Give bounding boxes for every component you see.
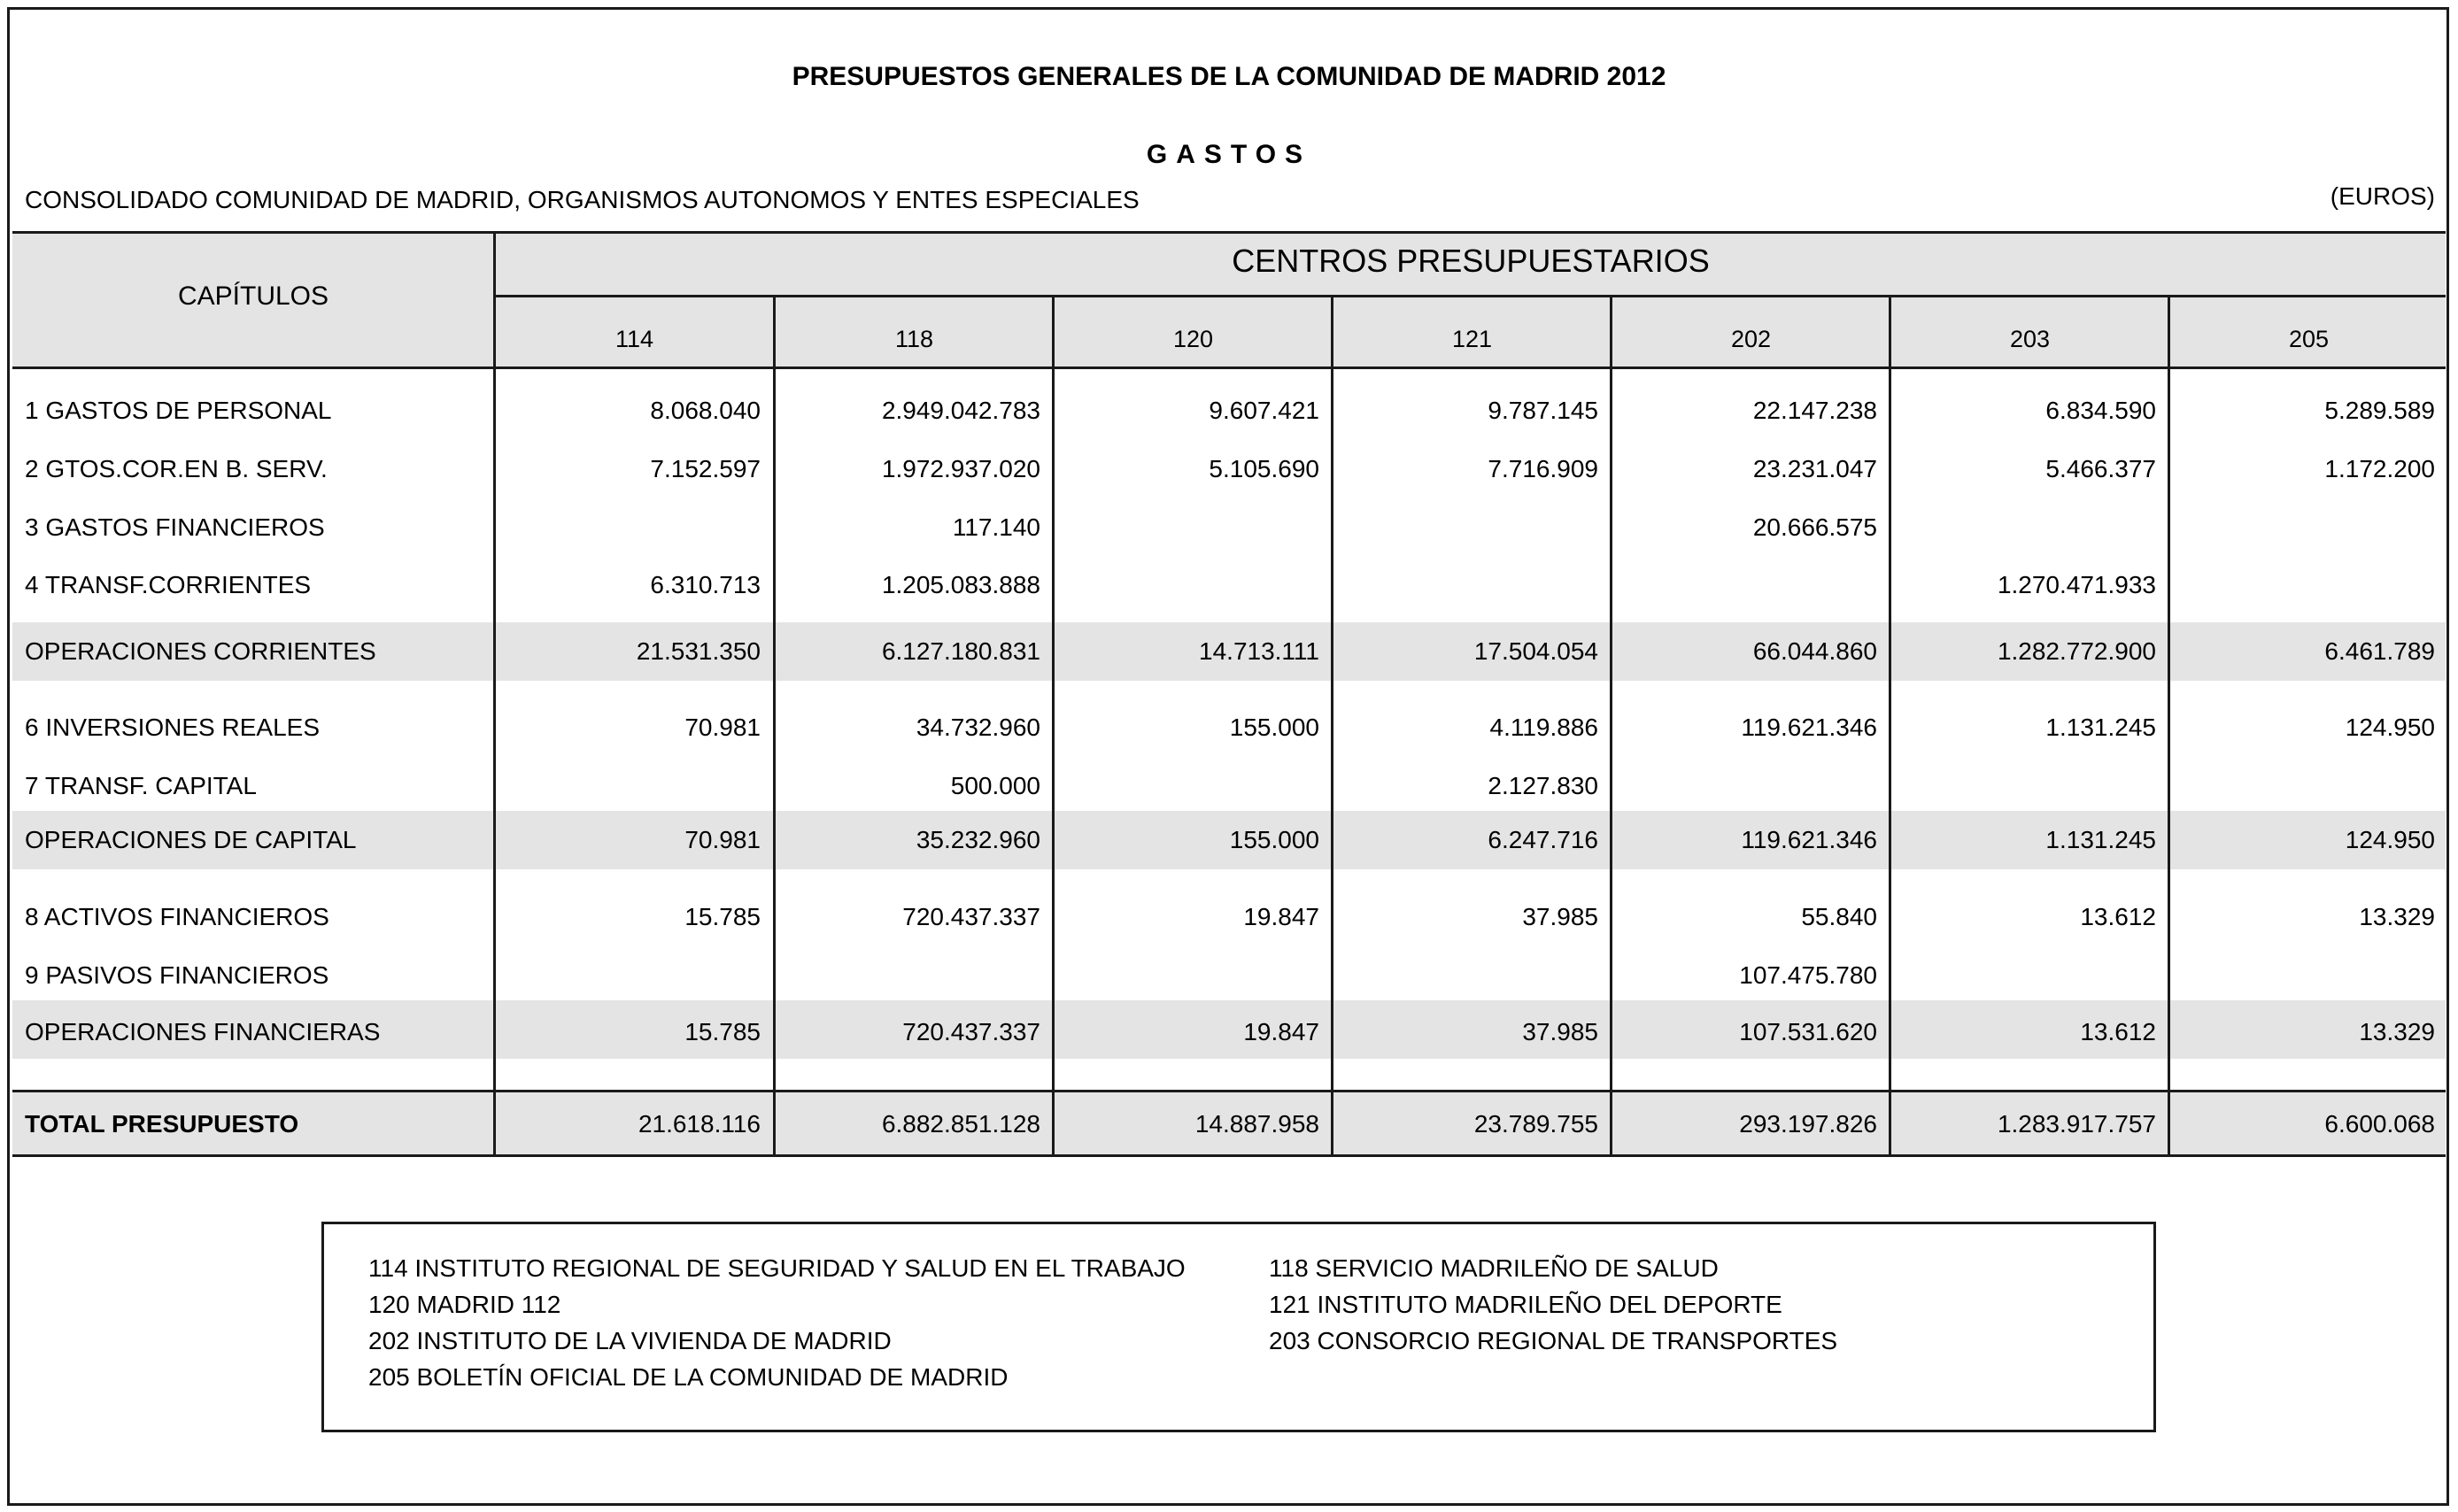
column-header-205: 205 — [2288, 326, 2330, 352]
table-cell: 5.289.589 — [2324, 397, 2435, 424]
header-column-divider — [1052, 297, 1055, 366]
table-cell: 107.531.620 — [1739, 1018, 1877, 1045]
row-label: 9 PASIVOS FINANCIEROS — [25, 961, 329, 989]
table-cell: 293.197.826 — [1739, 1110, 1877, 1138]
table-cell: 155.000 — [1229, 714, 1319, 741]
total-bottom-border — [12, 1154, 2446, 1157]
row-label: 2 GTOS.COR.EN B. SERV. — [25, 455, 328, 482]
table-cell: 5.466.377 — [2045, 455, 2156, 482]
table-cell: 124.950 — [2345, 826, 2435, 853]
table-cell: 124.950 — [2345, 714, 2435, 741]
table-cell: 1.972.937.020 — [881, 455, 1040, 482]
header-column-divider — [493, 234, 496, 366]
table-cell: 13.612 — [2080, 903, 2156, 930]
table-cell: 9.607.421 — [1209, 397, 1319, 424]
row-label: OPERACIONES CORRIENTES — [25, 637, 376, 665]
table-cell: 119.621.346 — [1741, 826, 1877, 853]
table-cell: 13.612 — [2080, 1018, 2156, 1045]
capitulos-header: CAPÍTULOS — [177, 282, 329, 311]
header-column-divider — [1889, 297, 1891, 366]
legend-box — [321, 1222, 2156, 1432]
row-label: 3 GASTOS FINANCIEROS — [25, 513, 325, 541]
table-cell: 2.949.042.783 — [881, 397, 1040, 424]
table-cell: 20.666.575 — [1752, 513, 1877, 541]
legend-item-114: 114 INSTITUTO REGIONAL DE SEGURIDAD Y SALUD EN EL TRABAJO — [368, 1254, 1186, 1282]
table-cell: 21.618.116 — [638, 1110, 761, 1138]
table-cell: 35.232.960 — [916, 826, 1040, 853]
row-label: TOTAL PRESUPUESTO — [25, 1110, 299, 1138]
row-label: 6 INVERSIONES REALES — [25, 714, 321, 741]
table-cell: 1.172.200 — [2324, 455, 2435, 482]
legend-item-118: 118 SERVICIO MADRILEÑO DE SALUD — [1269, 1254, 1719, 1282]
table-cell: 500.000 — [950, 772, 1040, 799]
table-cell: 19.847 — [1243, 903, 1319, 930]
table-cell: 6.310.713 — [650, 571, 761, 598]
header-column-divider — [773, 297, 776, 366]
row-label: OPERACIONES FINANCIERAS — [25, 1018, 381, 1045]
column-header-202: 202 — [1730, 326, 1772, 352]
table-cell: 23.789.755 — [1473, 1110, 1598, 1138]
table-cell: 8.068.040 — [650, 397, 761, 424]
table-cell: 107.475.780 — [1739, 961, 1877, 989]
table-cell: 7.152.597 — [650, 455, 761, 482]
table-cell: 13.329 — [2359, 1018, 2435, 1045]
page-subtitle: GASTOS — [1146, 140, 1312, 169]
column-header-118: 118 — [894, 326, 934, 352]
table-cell: 23.231.047 — [1752, 455, 1877, 482]
table-cell: 1.282.772.900 — [1997, 637, 2156, 665]
table-cell: 6.600.068 — [2324, 1110, 2435, 1138]
table-cell: 14.713.111 — [1199, 637, 1319, 665]
table-cell: 2.127.830 — [1488, 772, 1598, 799]
table-cell: 6.247.716 — [1488, 826, 1598, 853]
scope-label: CONSOLIDADO COMUNIDAD DE MADRID, ORGANISMOS AUTONOMOS Y ENTES ESPECIALES — [25, 186, 1140, 213]
table-cell: 5.105.690 — [1209, 455, 1319, 482]
table-cell: 15.785 — [684, 1018, 761, 1045]
header-column-divider — [2168, 297, 2170, 366]
table-cell: 4.119.886 — [1489, 714, 1598, 741]
table-cell: 66.044.860 — [1752, 637, 1877, 665]
table-cell: 9.787.145 — [1488, 397, 1598, 424]
header-column-divider — [1610, 297, 1612, 366]
legend-item-121: 121 INSTITUTO MADRILEÑO DEL DEPORTE — [1269, 1291, 1782, 1318]
table-cell: 720.437.337 — [902, 1018, 1040, 1045]
table-cell: 19.847 — [1243, 1018, 1319, 1045]
legend-item-202: 202 INSTITUTO DE LA VIVIENDA DE MADRID — [368, 1327, 892, 1354]
page-title: PRESUPUESTOS GENERALES DE LA COMUNIDAD DE MADRID 2012 — [792, 62, 1666, 91]
row-label: 1 GASTOS DE PERSONAL — [25, 397, 332, 424]
legend-item-120: 120 MADRID 112 — [368, 1291, 561, 1318]
table-cell: 37.985 — [1522, 903, 1598, 930]
table-cell: 1.205.083.888 — [881, 571, 1040, 598]
centros-header: CENTROS PRESUPUESTARIOS — [1232, 243, 1710, 279]
table-top-border — [12, 231, 2446, 234]
units-label: (EUROS) — [2330, 182, 2435, 210]
table-cell: 117.140 — [952, 513, 1040, 541]
table-cell: 155.000 — [1229, 826, 1319, 853]
legend-item-203: 203 CONSORCIO REGIONAL DE TRANSPORTES — [1269, 1327, 1838, 1354]
centros-divider — [496, 295, 2446, 297]
header-column-divider — [1331, 297, 1333, 366]
column-header-121: 121 — [1451, 326, 1493, 352]
row-label: 7 TRANSF. CAPITAL — [25, 772, 257, 799]
table-cell: 21.531.350 — [636, 637, 761, 665]
table-cell: 34.732.960 — [916, 714, 1040, 741]
column-header-120: 120 — [1172, 326, 1214, 352]
table-cell: 6.127.180.831 — [881, 637, 1040, 665]
legend-item-205: 205 BOLETÍN OFICIAL DE LA COMUNIDAD DE MADRID — [368, 1363, 1009, 1391]
table-cell: 55.840 — [1801, 903, 1877, 930]
table-cell: 119.621.346 — [1741, 714, 1877, 741]
table-cell: 13.329 — [2359, 903, 2435, 930]
column-header-203: 203 — [2009, 326, 2051, 352]
table-cell: 22.147.238 — [1752, 397, 1877, 424]
table-cell: 1.283.917.757 — [1997, 1110, 2156, 1138]
header-bottom-border — [12, 366, 2446, 369]
row-label: OPERACIONES DE CAPITAL — [25, 826, 357, 853]
table-cell: 720.437.337 — [902, 903, 1040, 930]
table-cell: 37.985 — [1522, 1018, 1598, 1045]
table-cell: 7.716.909 — [1488, 455, 1598, 482]
table-cell: 1.131.245 — [2045, 826, 2156, 853]
row-label: 8 ACTIVOS FINANCIEROS — [25, 903, 329, 930]
table-cell: 14.887.958 — [1194, 1110, 1319, 1138]
table-cell: 15.785 — [684, 903, 761, 930]
table-cell: 6.461.789 — [2324, 637, 2435, 665]
table-cell: 70.981 — [684, 826, 761, 853]
table-cell: 1.131.245 — [2045, 714, 2156, 741]
table-cell: 70.981 — [684, 714, 761, 741]
table-cell: 6.834.590 — [2045, 397, 2156, 424]
table-cell: 1.270.471.933 — [1997, 571, 2156, 598]
column-header-114: 114 — [614, 326, 654, 352]
total-top-border — [12, 1090, 2446, 1092]
table-cell: 6.882.851.128 — [881, 1110, 1040, 1138]
row-label: 4 TRANSF.CORRIENTES — [25, 571, 312, 598]
table-cell: 17.504.054 — [1473, 637, 1598, 665]
